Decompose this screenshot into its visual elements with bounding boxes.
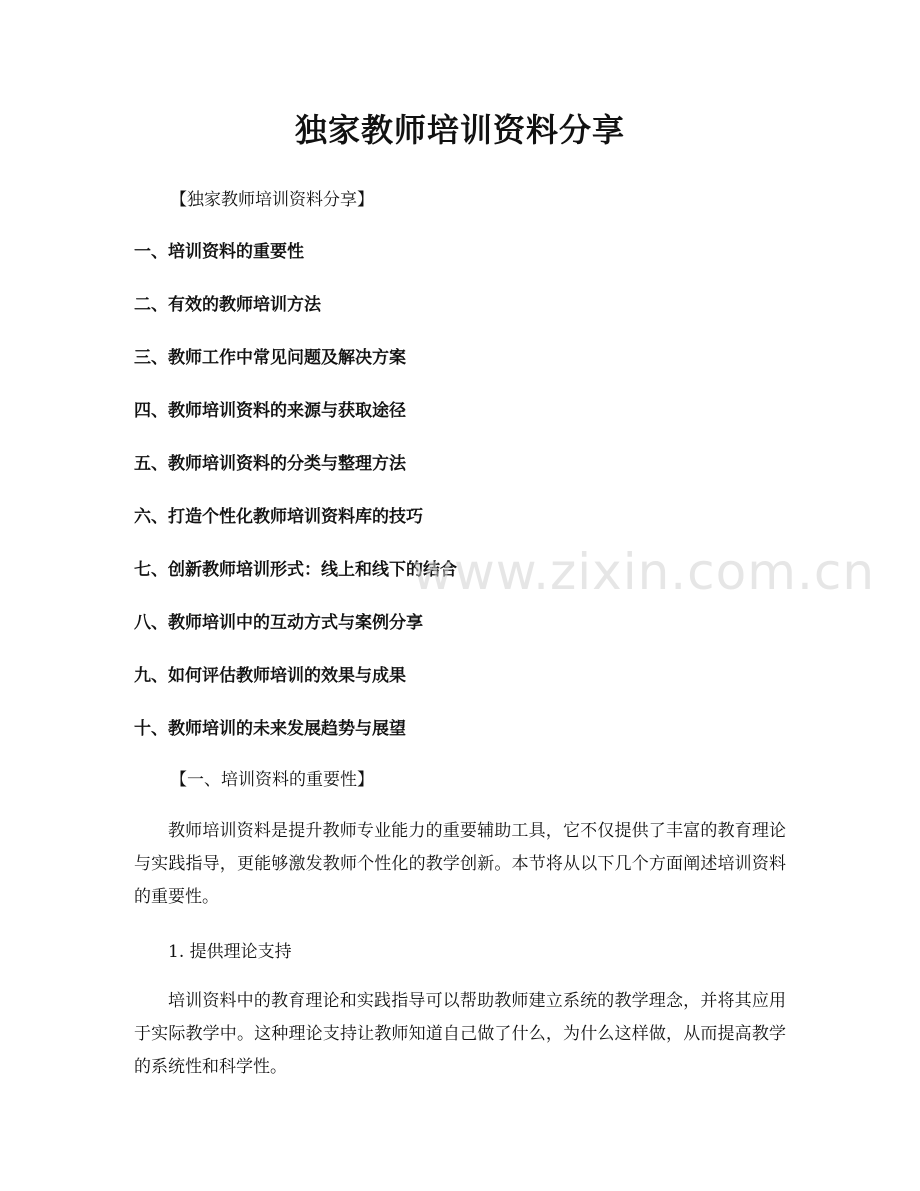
toc-item: 一、培训资料的重要性 — [134, 242, 304, 262]
toc-item: 八、教师培训中的互动方式与案例分享 — [134, 613, 423, 633]
toc-item: 四、教师培训资料的来源与获取途径 — [134, 401, 406, 421]
subsection-paragraph: 培训资料中的教育理论和实践指导可以帮助教师建立系统的教学理念，并将其应用于实际教学中。这种理论支持让教师知道自己做了什么，为什么这样做，从而提高教学的系统性和科学性。 — [134, 991, 786, 1077]
toc-item: 五、教师培训资料的分类与整理方法 — [134, 454, 406, 474]
toc-item: 九、如何评估教师培训的效果与成果 — [134, 666, 406, 686]
intro-heading: 【独家教师培训资料分享】 — [170, 190, 374, 210]
toc-item: 七、创新教师培训形式：线上和线下的结合 — [134, 560, 457, 580]
toc-item: 六、打造个性化教师培训资料库的技巧 — [134, 507, 423, 527]
watermark: www.zixin.com.cn — [412, 543, 876, 601]
subsection-heading: 1. 提供理论支持 — [168, 942, 292, 962]
document-title: 独家教师培训资料分享 — [294, 111, 625, 149]
toc-item: 三、教师工作中常见问题及解决方案 — [134, 348, 406, 368]
toc-item: 二、有效的教师培训方法 — [134, 295, 321, 315]
section-heading: 【一、培训资料的重要性】 — [170, 770, 374, 790]
section-paragraph: 教师培训资料是提升教师专业能力的重要辅助工具，它不仅提供了丰富的教育理论与实践指导，更能够激发教师个性化的教学创新。本节将从以下几个方面阐述培训资料的重要性。 — [134, 821, 786, 907]
toc-item: 十、教师培训的未来发展趋势与展望 — [134, 719, 406, 739]
